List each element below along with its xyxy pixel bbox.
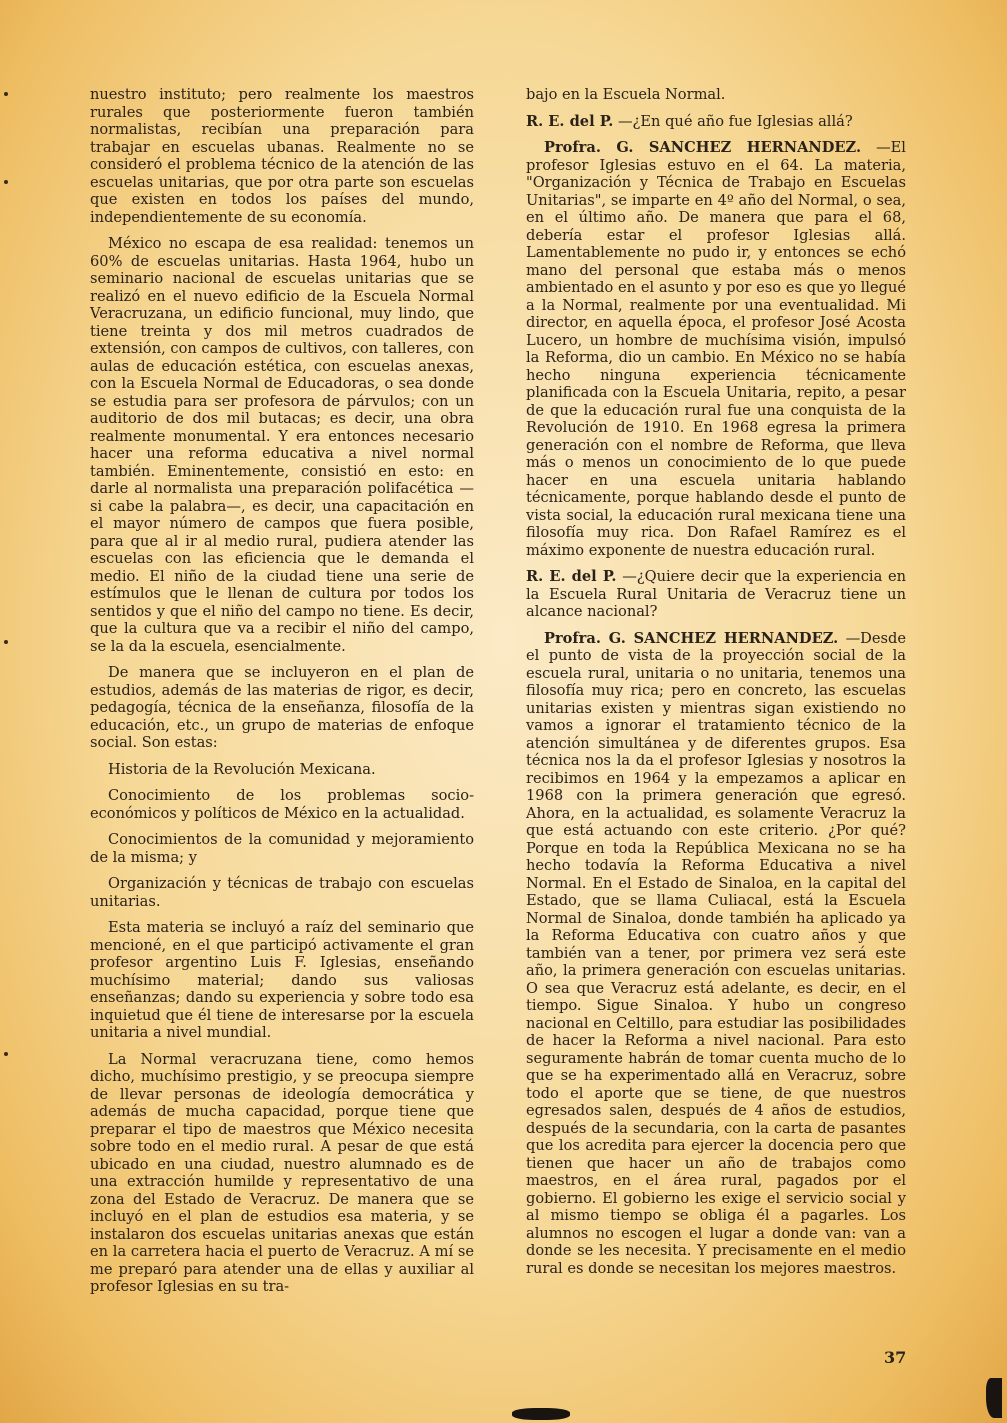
- paragraph: [90, 664, 474, 752]
- paragraph-text: bajo en la Escuela Normal.: [526, 86, 726, 103]
- paragraph: [90, 831, 474, 866]
- scan-dot: [4, 640, 8, 644]
- left-text-column: [90, 86, 474, 1305]
- paragraph: [526, 86, 906, 104]
- speaker-label: Profra. G. SANCHEZ HERNANDEZ.: [544, 139, 862, 156]
- speaker-label: R. E. del P.: [526, 568, 617, 585]
- paragraph-text: —Desde el punto de vista de la proyección social de la escuela rural, unitaria o no unitaria, tenemos una filosofía muy rica; pero en concreto, las escuelas unitarias existen y mientras sigan existiendo no vamos a ignorar el tratamiento técnico de la atención simultánea y de diferentes grupos. Esa técnica nos la da el profesor Iglesias y nosotros la recibimos en 1964 y la empezamos a aplicar en 1968 con la primera generación que egresó. Ahora, en la actualidad, es solamente Veracruz la que está actuando con este criterio. ¿Por qué? Porque en toda la República Mexicana no se ha hecho todavía la Reforma Educativa a nivel Normal. En el Estado de Sinaloa, en la capital del Estado, que se llama Culiacal, está la Escuela Normal de Sinaloa, donde también ha aplicado ya la Reforma Educativa con cuatro años y que también van a tener, por primera vez será este año, la primera generación con escuelas unitarias. O sea que Veracruz está adelante, es decir, en el tiempo. Sigue Sinaloa. Y hubo un congreso nacional en Celtillo, para estudiar las posibilidades de hacer la Reforma a nivel nacional. Para esto seguramente habrán de tomar cuenta mucho de lo que se ha experimentado allá en Veracruz, sobre todo el aporte que se tiene, de que nuestros egresados salen, después de 4 años de estudios, después de la secundaria, con la carta de pasantes que los acredita para ejercer la docencia pero que tienen que hacer un año de trabajos como maestros, en el área rural, pagados por el gobierno. El gobierno les exige el servicio social y al mismo tiempo se obliga él a pagarles. Los alumnos no escogen el lugar a donde van: van a donde se les necesita. Y precisamente en el medio rural es donde se necesitan los mejores maestros.: [526, 629, 906, 1277]
- right-text-column: [526, 86, 906, 1286]
- paragraph-text: nuestro instituto; pero realmente los maestros rurales que posteriormente fueron también normalistas, recibían una preparación para trabajar en escuelas ubanas. Realmente no se consideró el problema técnico de la atención de las escuelas unitarias, que por otra parte son escuelas que existen en todos los países del mundo, independientemente de su economía.: [90, 86, 474, 226]
- paragraph-text: Esta materia se incluyó a raíz del seminario que mencioné, en el que participó activamente el gran profesor argentino Luis F. Iglesias, enseñando muchísimo material; dando sus valiosas enseñanzas; dando su experiencia y sobre todo esa inquietud que él tiene de interesarse por la escuela unitaria a nivel mundial.: [90, 919, 474, 1041]
- speaker-label: R. E. del P.: [526, 112, 614, 130]
- paragraph-text: De manera que se incluyeron en el plan de estudios, además de las materias de rigor, es decir, pedagogía, técnica de la enseñanza, filosofía de la educación, etc., un grupo de materias de enfoque social. Son estas:: [90, 664, 474, 751]
- paragraph-text: México no escapa de esa realidad: tenemos un 60% de escuelas unitarias. Hasta 1964, hubo un seminario nacional de escuelas unitarias que se realizó en el nuevo edificio de la Escuela Normal Veracruzana, un edificio funcional, muy lindo, que tiene treinta y dos mil metros cuadrados de extensión, con campos de cultivos, con talleres, con aulas de educación estética, con escuelas anexas, con la Escuela Normal de Educadoras, o sea donde se estudia para ser profesora de párvulos; con un auditorio de dos mil butacas; es decir, una obra realmente monumental. Y era entonces necesario hacer una reforma educativa a nivel normal también. Eminentemente, consistió en esto: en darle al normalista una preparación polifacética —si cabe la palabra—, es decir, una capacitación en el mayor número de campos que fuera posible, para que al ir al medio rural, pudiera atender las escuelas con las eficiencia que le demanda el medio. El niño de la ciudad tiene una serie de estímulos que le llenan de cultura por todos los sentidos y que el niño del campo no tiene. Es decir, que la cultura que va a recibir el niño del campo, se la da la escuela, esencialmente.: [90, 235, 474, 655]
- paragraph: [90, 787, 474, 822]
- paragraph-text: La Normal veracruzana tiene, como hemos dicho, muchísimo prestigio, y se preocupa siempre de llevar personas de ideología democrática y además de mucha capacidad, porque tiene que preparar el tipo de maestros que México necesita sobre todo en el medio rural. A pesar de que está ubicado en una ciudad, nuestro alumnado es de una extracción humilde y representativo de una zona del Estado de Veracruz. De manera que se incluyó en el plan de estudios esa materia, y se instalaron dos escuelas unitarias anexas que están en la carretera hacia el puerto de Veracruz. A mí se me preparó para atender una de ellas y auxiliar al profesor Iglesias en su tra-: [90, 1050, 474, 1295]
- paragraph-text: —¿En qué año fue Iglesias allá?: [613, 112, 853, 130]
- paragraph-text: —¿Quiere decir que la experiencia en la Escuela Rural Unitaria de Veracruz tiene un alcance nacional?: [526, 568, 906, 620]
- paragraph: [90, 875, 474, 910]
- paragraph-text: Organización y técnicas de trabajo con escuelas unitarias.: [90, 875, 474, 910]
- paragraph: [90, 761, 474, 779]
- paragraph: [526, 113, 906, 131]
- paragraph: [90, 86, 474, 226]
- paragraph: [526, 630, 906, 1278]
- paragraph-text: Historia de la Revolución Mexicana.: [108, 760, 376, 778]
- speaker-label: Profra. G. SANCHEZ HERNANDEZ.: [544, 629, 839, 647]
- paragraph-text: —El profesor Iglesias estuvo en el 64. La materia, "Organización y Técnica de Trabajo en Escuelas Unitarias", se imparte en 4º año del Normal, o sea, en el último año. De manera que para el 68, debería estar el profesor Iglesias allá. Lamentablemente no pudo ir, y entonces se echó mano del personal que estaba más o menos ambientado en el asunto y por eso es que yo llegué a la Normal, realmente por una eventualidad. Mi director, en aquella época, el profesor José Acosta Lucero, un hombre de muchísima visión, impulsó la Reforma, dio un cambio. En México no se había hecho ninguna experiencia técnicamente planificada con la Escuela Unitaria, repito, a pesar de que la educación rural fue una conquista de la Revolución de 1910. En 1968 egresa la primera generación con el nombre de Reforma, que lleva más o menos un conocimiento de lo que puede hacer en una escuela unitaria hablando técnicamente, porque hablando desde el punto de vista social, la educación rural mexicana tiene una filosofía muy rica. Don Rafael Ramírez es el máximo exponente de nuestra educación rural.: [526, 139, 906, 559]
- paragraph: [90, 919, 474, 1042]
- paragraph: [90, 235, 474, 655]
- paragraph-text: Conocimientos de la comunidad y mejoramiento de la misma; y: [90, 831, 474, 866]
- paragraph: [526, 139, 906, 559]
- scan-dot: [4, 1052, 8, 1056]
- paragraph: [90, 1051, 474, 1296]
- scan-dot: [4, 92, 8, 96]
- scan-dot: [4, 180, 8, 184]
- page-number: 37: [884, 1348, 907, 1367]
- paragraph-text: Conocimiento de los problemas socio-económicos y políticos de México en la actualidad.: [90, 787, 474, 822]
- paragraph: [526, 568, 906, 621]
- bottom-ink-mark: [512, 1408, 570, 1420]
- corner-ink-mark: [986, 1378, 1002, 1418]
